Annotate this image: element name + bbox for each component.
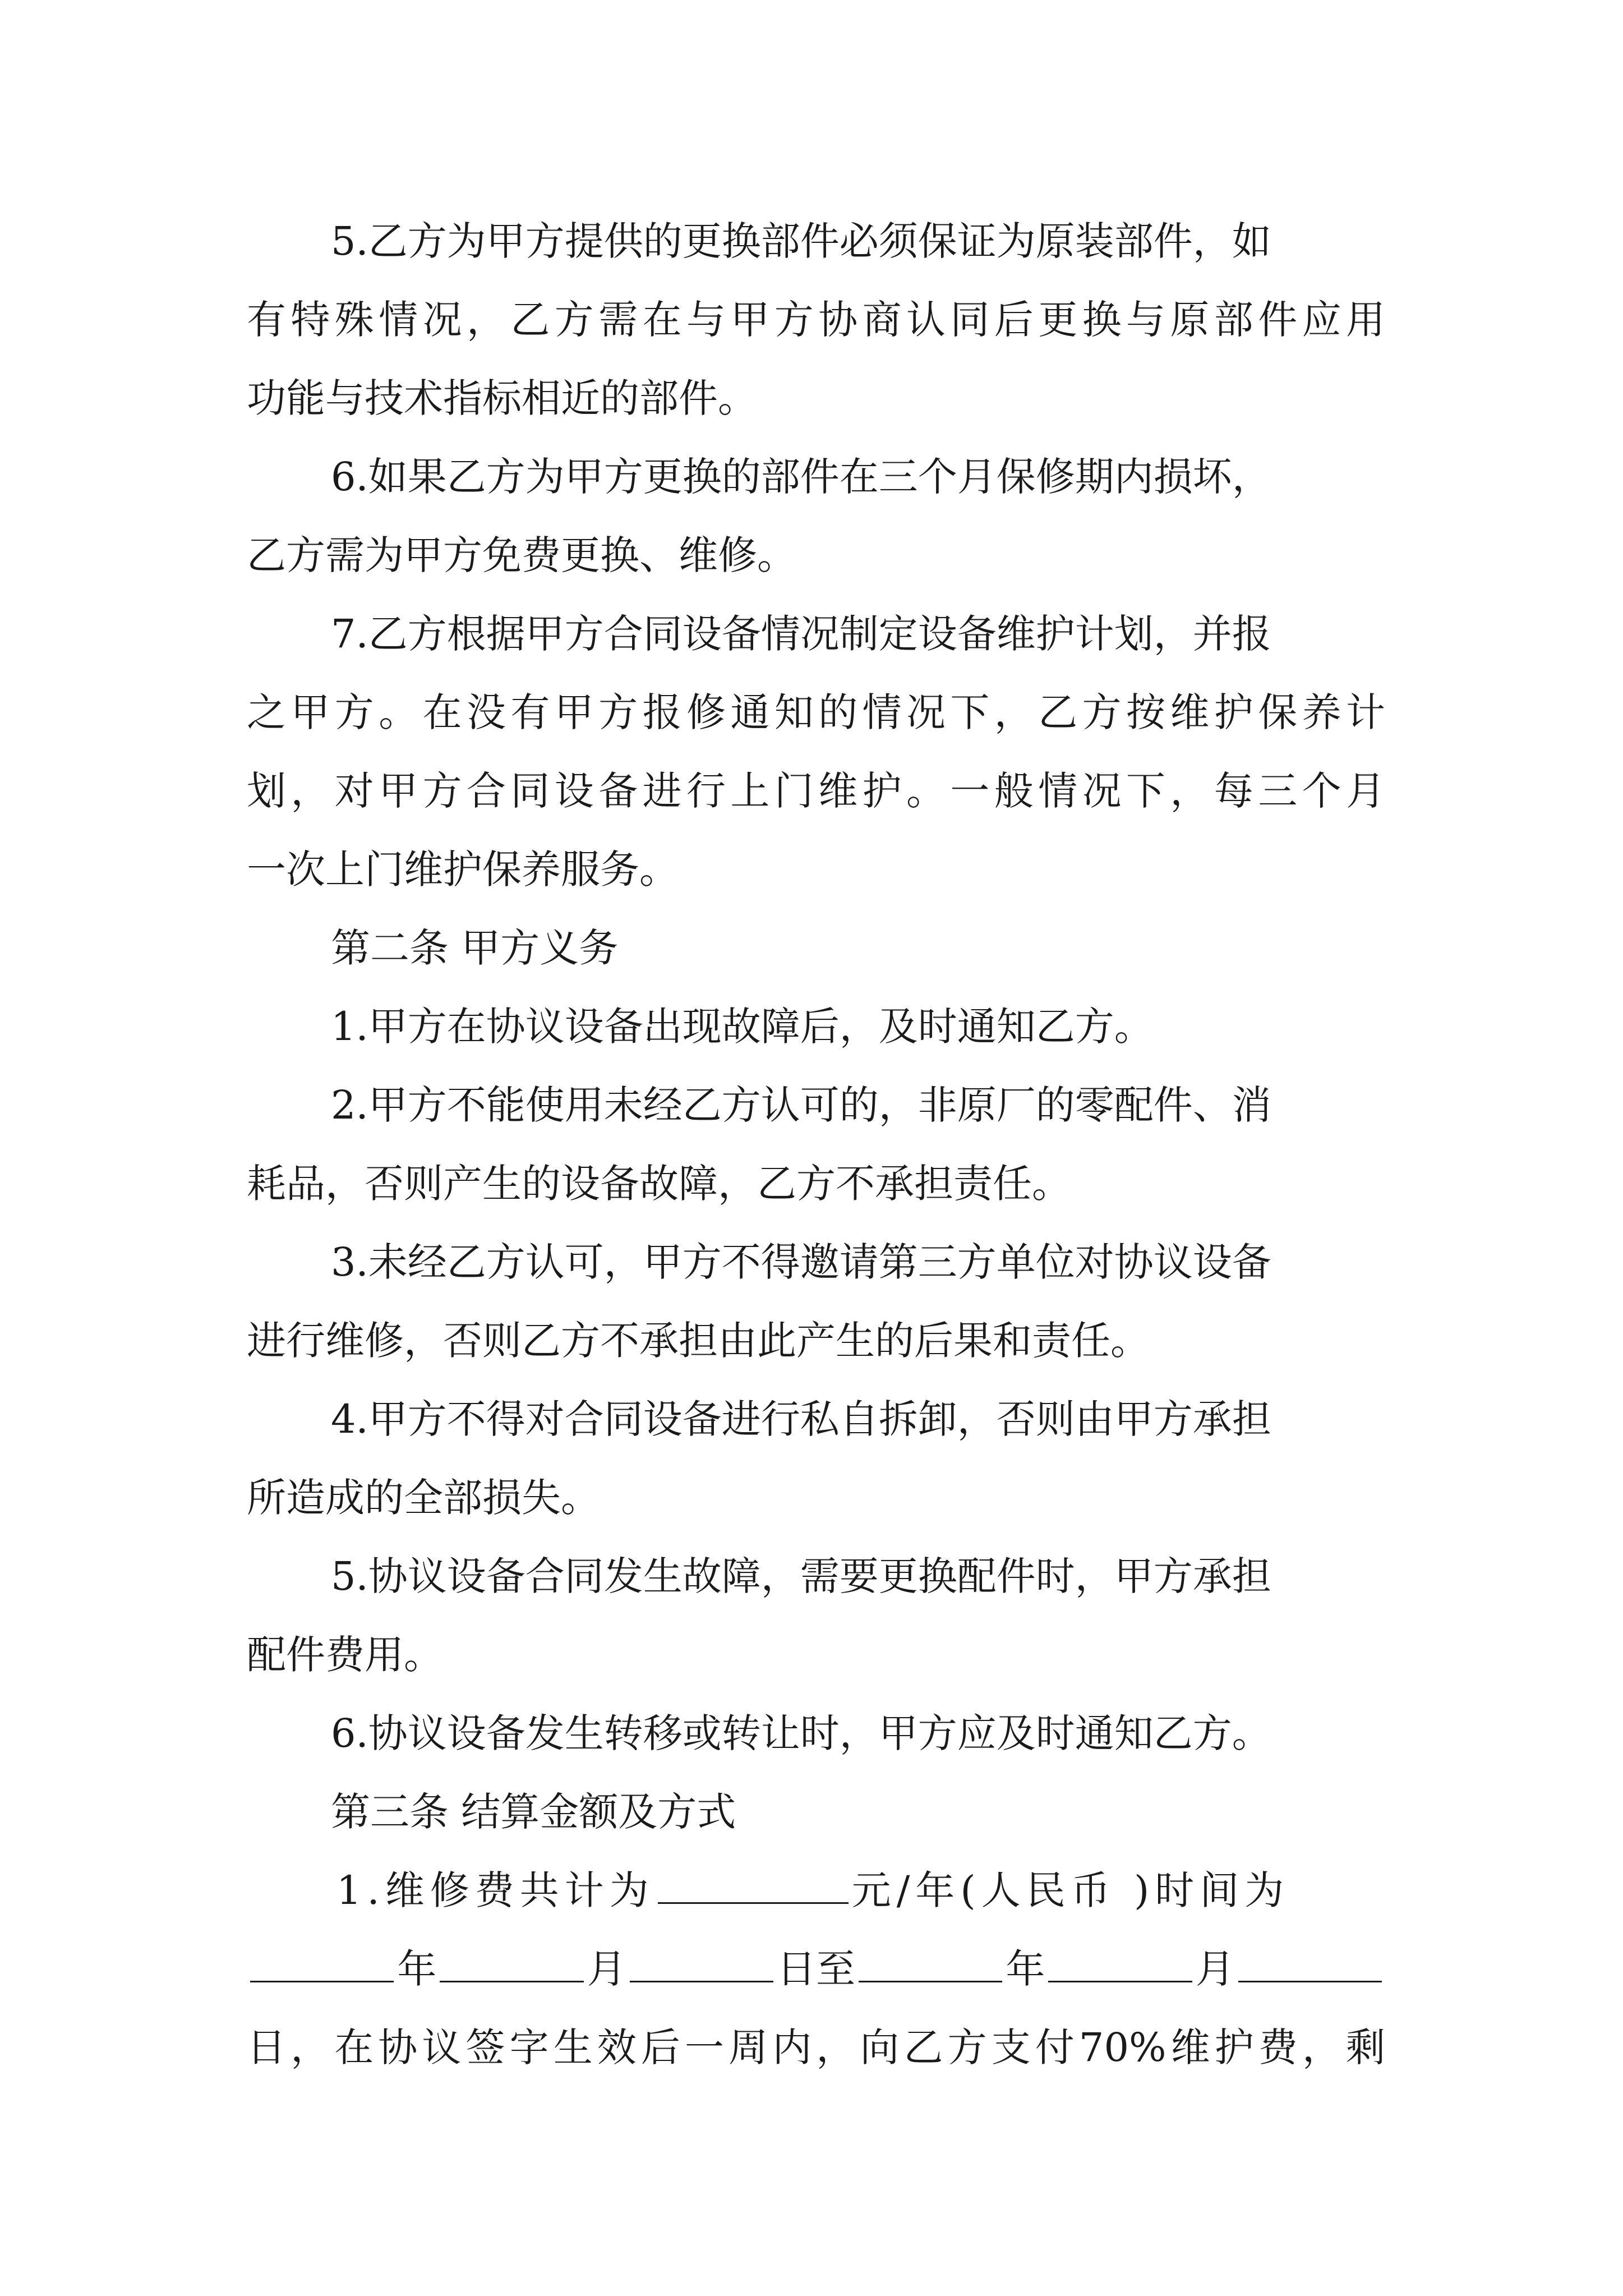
clause-b-5-line-1: 5.乙方为甲方提供的更换部件必须保证为原装部件，如 [331, 218, 1271, 264]
clause-a-4-line-1: 4.甲方不得对合同设备进行私自拆卸，否则由甲方承担 [331, 1396, 1271, 1442]
end-year-label: 年 [1006, 1946, 1045, 1992]
end-year-blank[interactable] [859, 1941, 1002, 1982]
amount-blank[interactable] [658, 1863, 849, 1904]
clause-b-7-line-3: 划，对甲方合同设备进行上门维护。一般情况下，每三个月 [247, 768, 1385, 814]
clause-b-6-line-2: 乙方需为甲方免费更换、维修。 [247, 532, 796, 578]
clause-b-7-line-2: 之甲方。在没有甲方报修通知的情况下，乙方按维护保养计 [247, 689, 1385, 735]
clause-b-7-line-1: 7.乙方根据甲方合同设备情况制定设备维护计划，并报 [331, 611, 1271, 657]
end-month-label: 月 [1195, 1946, 1235, 1992]
clause-b-6-line-1: 6.如果乙方为甲方更换的部件在三个月保修期内损坏， [331, 454, 1271, 500]
clause-a-2-line-1: 2.甲方不能使用未经乙方认可的，非原厂的零配件、消 [331, 1082, 1271, 1128]
clause-b-7-line-4: 一次上门维护保养服务。 [247, 846, 679, 892]
clause-a-2-line-2: 耗品，否则产生的设备故障，乙方不承担责任。 [247, 1161, 1071, 1207]
clause-b-5-line-2: 有特殊情况，乙方需在与甲方协商认同后更换与原部件应用 [247, 297, 1385, 343]
clause-a-5-line-2: 配件费用。 [247, 1632, 443, 1678]
clause-a-3-line-1: 3.未经乙方认可，甲方不得邀请第三方单位对协议设备 [331, 1239, 1271, 1285]
start-year-blank[interactable] [250, 1941, 394, 1982]
clause-b-5-line-3: 功能与技术指标相近的部件。 [247, 375, 757, 421]
start-day-blank[interactable] [630, 1941, 773, 1982]
payment-amount-label: 1.维修费共计为 [336, 1867, 654, 1913]
start-day-to-label: 日至 [776, 1946, 855, 1992]
end-day-blank[interactable] [1238, 1941, 1382, 1982]
end-month-blank[interactable] [1048, 1941, 1192, 1982]
start-month-label: 月 [587, 1946, 626, 1992]
clause-a-5-line-1: 5.协议设备合同发生故障，需要更换配件时，甲方承担 [331, 1553, 1271, 1599]
clause-a-4-line-2: 所造成的全部损失。 [247, 1475, 600, 1521]
payment-line-3: 日，在协议签字生效后一周内，向乙方支付70%维护费，剩 [247, 2024, 1385, 2070]
payment-line-1 [336, 1851, 1385, 1930]
clause-a-3-line-2: 进行维修，否则乙方不承担由此产生的后果和责任。 [247, 1318, 1150, 1364]
start-year-label: 年 [397, 1946, 437, 1992]
clause-a-1: 1.甲方在协议设备出现故障后，及时通知乙方。 [331, 1004, 1154, 1050]
clause-a-6: 6.协议设备发生转移或转让时，甲方应及时通知乙方。 [331, 1710, 1271, 1756]
article-3-heading: 第三条 结算金额及方式 [331, 1789, 736, 1835]
payment-unit-label: 元/年(人民币 )时间为 [851, 1867, 1290, 1913]
start-month-blank[interactable] [440, 1941, 583, 1982]
article-2-heading: 第二条 甲方义务 [331, 925, 619, 971]
payment-line-2 [247, 1930, 1385, 2008]
